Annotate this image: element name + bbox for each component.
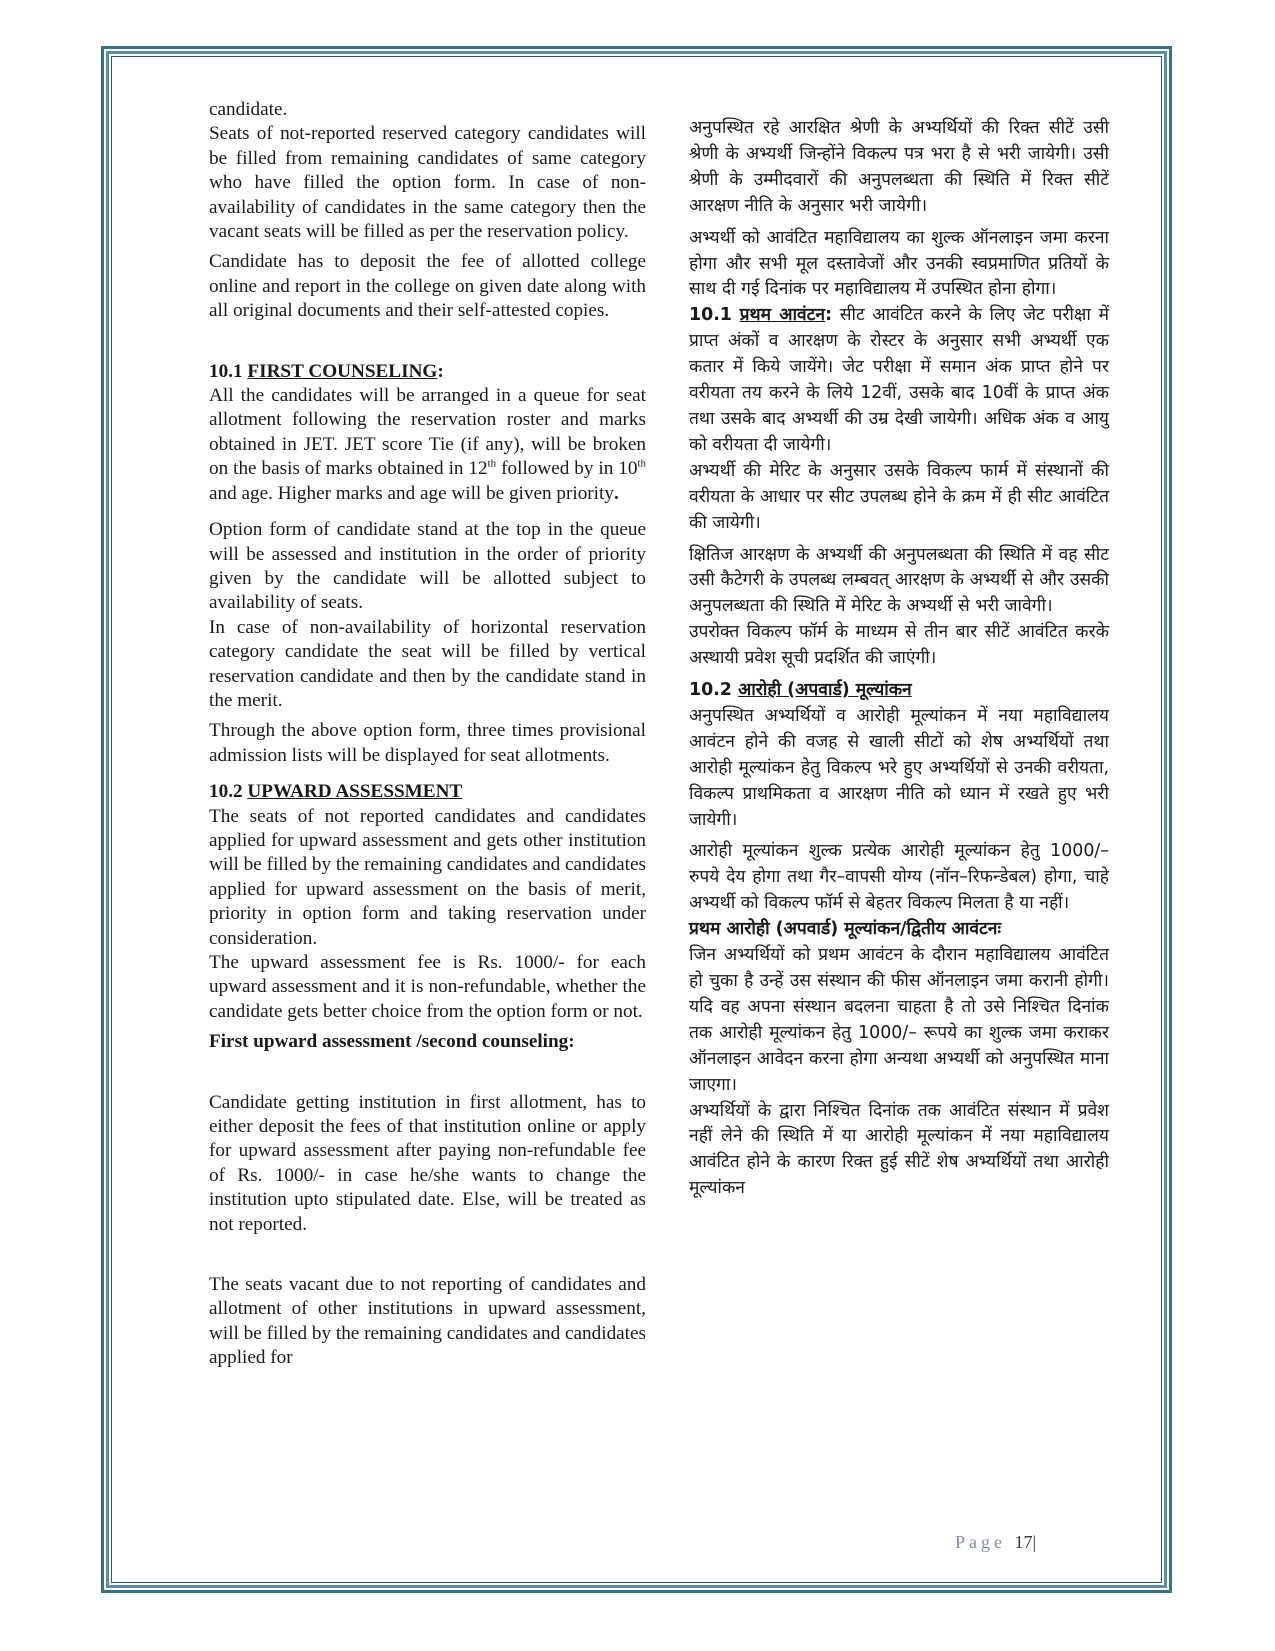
paragraph: The seats vacant due to not reporting of candidates and allotment of other institutions in upward assessment, will be filled by the remaining candidates and candidates applied for [209, 1274, 646, 1369]
paragraph: आरोही मूल्यांकन शुल्क प्रत्येक आरोही मूल्यांकन हेतु 1000/– रुपये देय होगा तथा गैर–वापसी योग्य (नॉन–रिफन्डेबल) होगा, चाहे अभ्यर्थी को विकल्प फॉर्म से बेहतर विकल्प मिलता है या नहीं। [689, 841, 1109, 914]
paragraph: Option form of candidate stand at the top in the queue will be assessed and institution in the order of priority given by the candidate will be allotted subject to availability of seats. [209, 519, 646, 614]
paragraph: In case of non-availability of horizontal reservation category candidate the seat will be filled by vertical reservation candidate and then by the candidate stand in the merit. [209, 616, 646, 711]
paragraph: candidate. [209, 99, 288, 120]
paragraph: Through the above option form, three times provisional admission lists will be displayed for seat allotments. [209, 720, 646, 766]
page-label: Page [955, 1532, 1006, 1552]
hindi-column [689, 98, 1109, 1202]
paragraph: Candidate has to deposit the fee of allotted college online and report in the college on given date along with all original documents and their self-attested copies. [209, 251, 646, 322]
paragraph: अभ्यर्थियों के द्वारा निश्चित दिनांक तक आवंटित संस्थान में प्रवेश नहीं लेने की स्थिति में या आरोही मूल्यांकन में नया महाविद्यालय आवंटित होने के कारण रिक्त हुई सीटें शेष अभ्यर्थियों तथा आरोही मूल्यांकन [689, 1100, 1109, 1199]
subsection-heading: First upward assessment /second counseling: [209, 1031, 575, 1053]
paragraph: क्षितिज आरक्षण के अभ्यर्थी की अनुपलब्धता की स्थिति में वह सीट उसी कैटेगरी के उपलब्ध लम्बवत् आरक्षण के अभ्यर्थी से और उसकी अनुपलब्धता की स्थिति में मेरिट के अभ्यर्थी से भरी जावेगी। [689, 544, 1109, 617]
paragraph: The upward assessment fee is Rs. 1000/- for each upward assessment and it is non-refundable, whether the candidate gets better choice from the option form or not. [209, 952, 646, 1022]
section-heading: 10.2 आरोही (अपवार्ड) मूल्यांकन [689, 680, 912, 701]
paragraph: 10.1 प्रथम आवंटन: सीट आवंटित करने के लिए जेट परीक्षा में प्राप्त अंकों व आरक्षण के रोस्टर के अनुसार सभी अभ्यर्थी एक कतार में किये जायेंगे। जेट परीक्षा में समान अंक प्राप्त होने पर वरीयता तय करने के लिये 12वीं, उसके बाद 10वीं के प्राप्त अंक तथा उसके बाद अभ्यर्थी की उम्र देखी जायेगी। अधिक अंक व आयु को वरीयता दी जायेगी। [689, 305, 1109, 455]
page-number-value: 17 [1014, 1532, 1033, 1552]
paragraph: अनुपस्थित रहे आरक्षित श्रेणी के अभ्यर्थियों की रिक्त सीटें उसी श्रेणी के अभ्यर्थी जिन्होंने विकल्प पत्र भरा है से भरी जायेगी। उसी श्रेणी के उम्मीदवारों की अनुपलब्धता की स्थिति में रिक्त सीटें आरक्षण नीति के अनुसार भरी जायेगी। [689, 118, 1109, 216]
paragraph: अनुपस्थित अभ्यर्थियों व आरोही मूल्यांकन में नया महाविद्यालय आवंटन होने की वजह से खाली सीटों को शेष अभ्यर्थियों तथा आरोही मूल्यांकन हेतु विकल्प भरे हुए अभ्यर्थियों से उनकी वरीयता, विकल्प प्राथमिकता व आरक्षण नीति को ध्यान में रखते हुए भरी जायेगी। [689, 705, 1109, 830]
section-heading: 10.1 FIRST COUNSELING: [209, 360, 444, 382]
paragraph: उपरोक्त विकल्प फॉर्म के माध्यम से तीन बार सीटें आवंटित करके अस्थायी प्रवेश सूची प्रदर्शित की जाएंगी। [689, 622, 1109, 669]
section-heading: 10.2 UPWARD ASSESSMENT [209, 781, 463, 803]
page-number: Page 17| [955, 1532, 1037, 1552]
paragraph: All the candidates will be arranged in a queue for seat allotment following the reservation roster and marks obtained in JET. JET score Tie (if any), will be broken on the basis of marks obtained in 12th followed by in 10th and age. Higher marks and age will be given priority. [209, 385, 646, 504]
english-column [209, 98, 646, 1371]
paragraph: अभ्यर्थी की मेरिट के अनुसार उसके विकल्प फार्म में संस्थानों की वरीयता के आधार पर सीट उपलब्ध होने के क्रम में ही सीट आवंटित की जायेगी। [689, 460, 1109, 533]
section-heading: प्रथम आवंटन [739, 305, 826, 326]
subsection-heading: प्रथम आरोही (अपवार्ड) मूल्यांकन/द्वितीय आवंटनः [689, 919, 1001, 940]
paragraph: Seats of not-reported reserved category candidates will be filled from remaining candidates of same category who have filled the option form. In case of non-availability of candidates in the same category then the vacant seats will be filled as per the reservation policy. [209, 123, 646, 243]
paragraph: Candidate getting institution in first allotment, has to either deposit the fees of that institution online or apply for upward assessment after paying non-refundable fee of Rs. 1000/- in case he/she wants to change the institution upto stipulated date. Else, will be treated as not reported. [209, 1091, 646, 1235]
paragraph: जिन अभ्यर्थियों को प्रथम आवंटन के दौरान महाविद्यालय आवंटित हो चुका है उन्हें उस संस्थान की फीस ऑनलाइन जमा करानी होगी। यदि वह अपना संस्थान बदलना चाहता है तो उसे निश्चित दिनांक तक आरोही मूल्यांकन हेतु 1000/– रूपये का शुल्क जमा कराकर ऑनलाइन आवेदन करना होगा अन्यथा अभ्यर्थी को अनुपस्थित माना जाएगा। [689, 945, 1109, 1095]
paragraph: अभ्यर्थी को आवंटित महाविद्यालय का शुल्क ऑनलाइन जमा करना होगा और सभी मूल दस्तावेजों और उनकी स्वप्रमाणित प्रतियों के साथ दी गई दिनांक पर महाविद्यालय में उपस्थित होना होगा। [689, 227, 1109, 300]
paragraph: The seats of not reported candidates and candidates applied for upward assessment and gets other institution will be filled by the remaining candidates and candidates applied for upward assessment on the basis of merit, priority in option form and taking reservation under consideration. [209, 805, 646, 949]
